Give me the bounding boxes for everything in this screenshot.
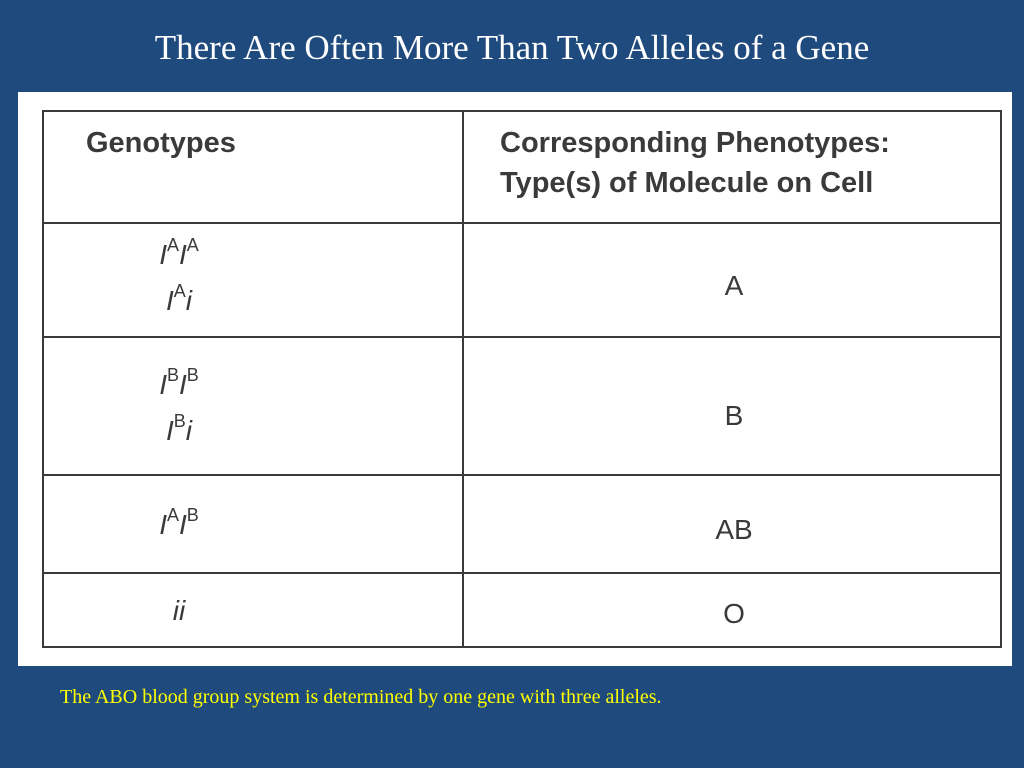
slide-title: There Are Often More Than Two Alleles of a Gene xyxy=(154,28,870,67)
genotype-cell xyxy=(44,588,314,634)
phenotype-cell: O xyxy=(723,598,745,629)
genotype: $I^BI^B$ xyxy=(159,365,199,400)
genotype: $I^AI^A$ xyxy=(159,235,199,270)
row-divider xyxy=(44,336,1000,338)
genotype-cell xyxy=(44,362,314,454)
genotype: $I^Ai$ xyxy=(165,281,193,316)
genotype: $I^AI^B$ xyxy=(159,505,199,540)
phenotype-cell: AB xyxy=(715,514,753,545)
phenotypes-header-line2: Type(s) of Molecule on Cell xyxy=(500,167,874,199)
genotype: ii xyxy=(172,595,186,626)
phenotypes-header-line1: Corresponding Phenotypes: xyxy=(500,127,890,159)
genotype-cell xyxy=(44,502,314,548)
column-divider xyxy=(462,112,464,646)
header-row-divider xyxy=(44,222,1000,224)
row-divider xyxy=(44,474,1000,476)
phenotype-cell: B xyxy=(724,400,744,431)
abo-table xyxy=(42,110,1002,648)
table-panel xyxy=(18,92,1012,666)
genotypes-header: Genotypes xyxy=(86,127,236,159)
genotype-cell xyxy=(44,232,314,324)
row-divider xyxy=(44,572,1000,574)
phenotype-cell: A xyxy=(724,270,744,301)
genotype: $I^Bi$ xyxy=(165,411,193,446)
slide-caption: The ABO blood group system is determined by one gene with three alleles. xyxy=(60,686,662,708)
